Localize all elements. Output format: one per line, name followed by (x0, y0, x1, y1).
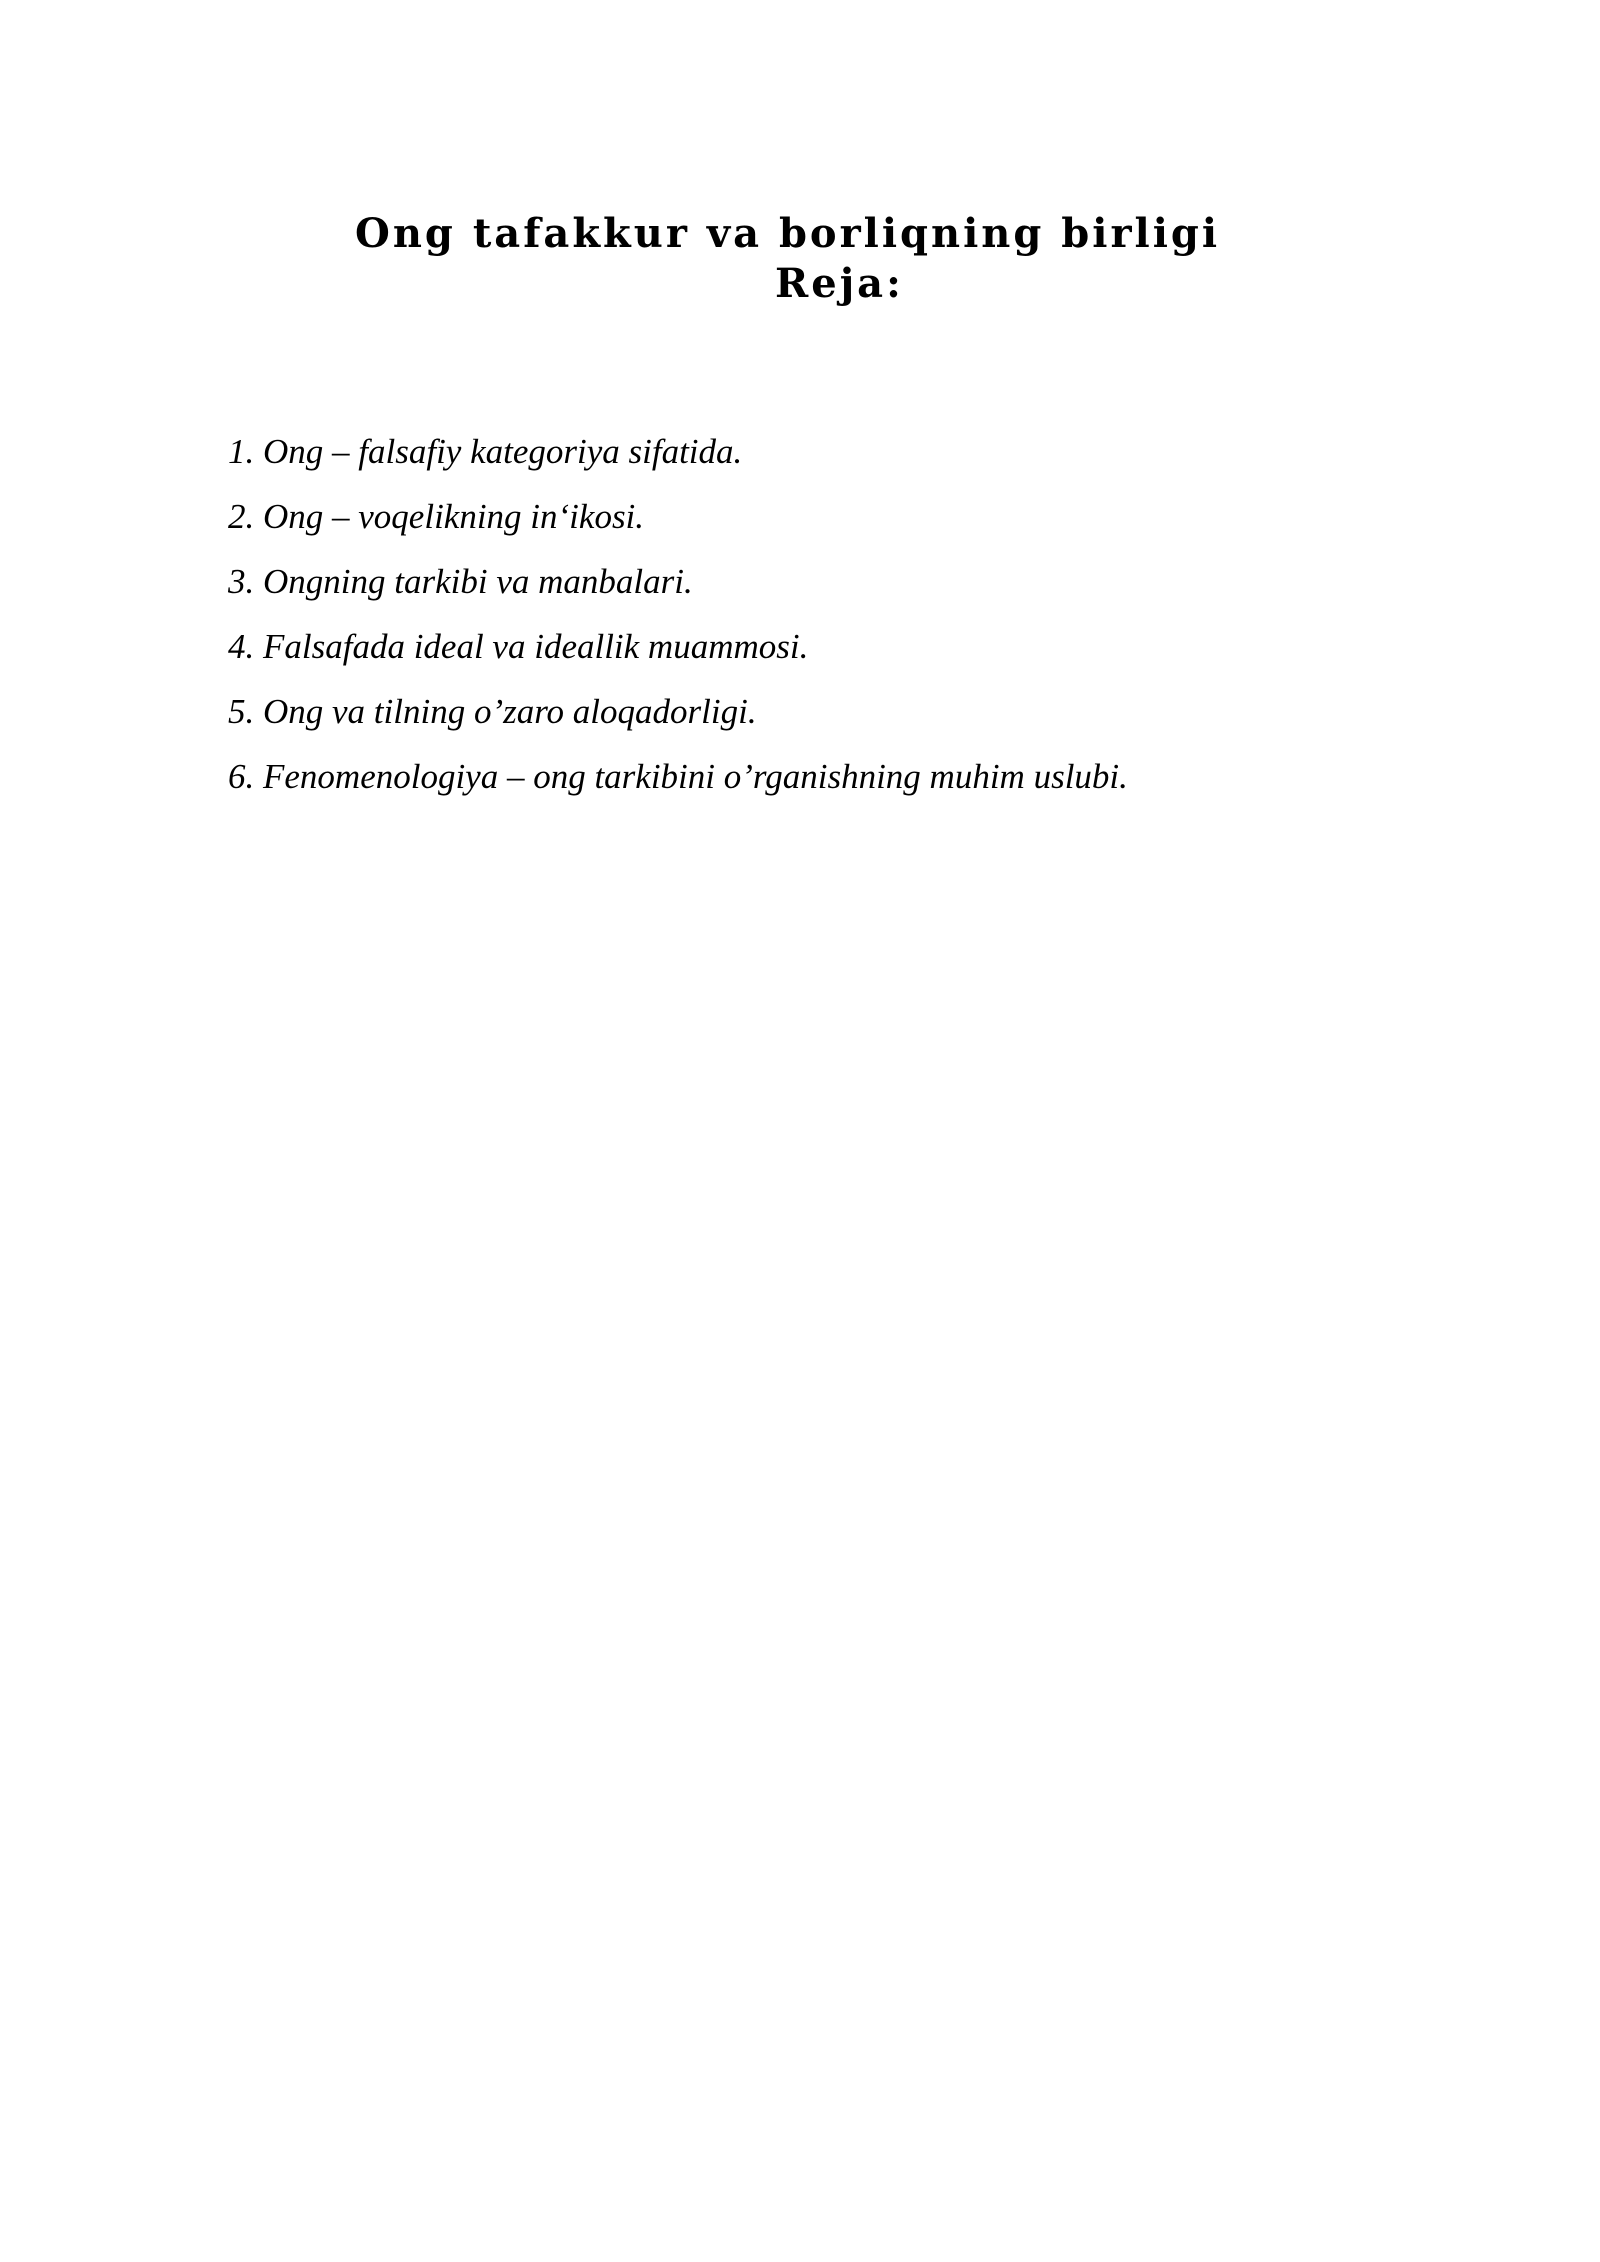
document-title: Ong tafakkur va borliqning birligi (355, 210, 1221, 257)
plan-heading: Reja: (775, 260, 904, 307)
plan-item: 3. Ongning tarkibi va manbalari. (228, 562, 693, 601)
plan-item: 1. Ong – falsafiy kategoriya sifatida. (228, 432, 743, 471)
plan-item: 5. Ong va tilning o’zaro aloqadorligi. (228, 692, 757, 731)
plan-list (228, 432, 1128, 822)
plan-item: 6. Fenomenologiya – ong tarkibini o’rganishning muhim uslubi. (228, 757, 1128, 796)
plan-item: 2. Ong – voqelikning in‘ikosi. (228, 497, 645, 536)
plan-item: 4. Falsafada ideal va ideallik muammosi. (228, 627, 809, 666)
